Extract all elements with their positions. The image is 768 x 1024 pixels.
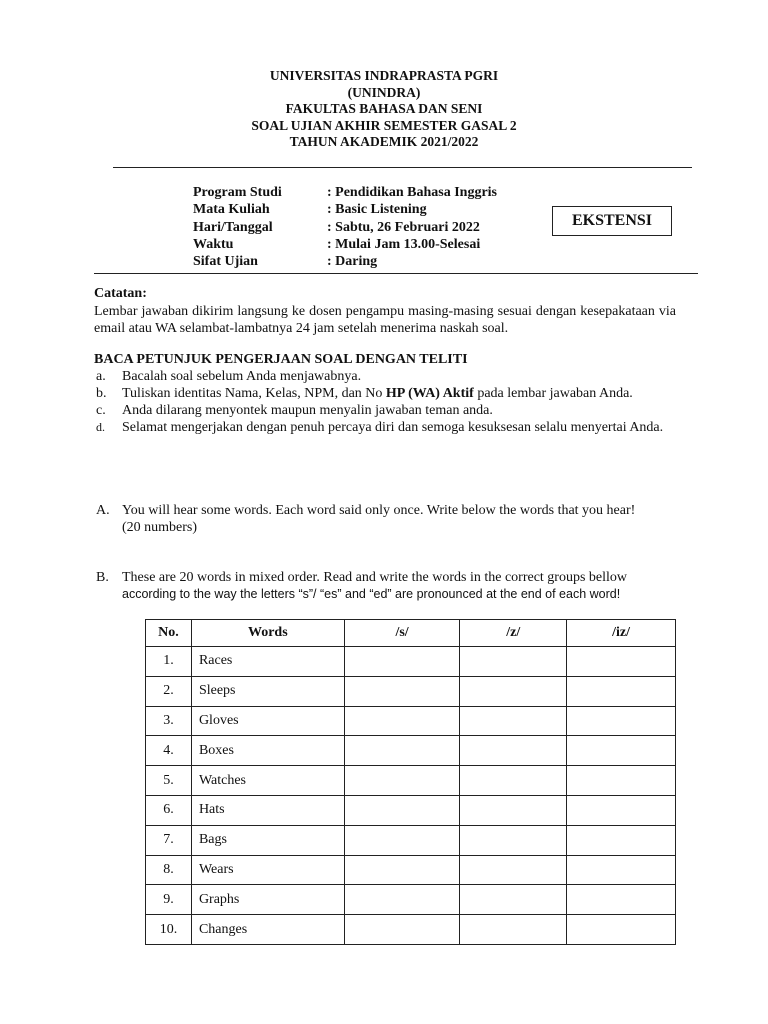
info-row-course	[193, 201, 497, 218]
item-marker: b.	[96, 386, 107, 401]
row-word: Sleeps	[191, 676, 344, 706]
answer-cell-s	[344, 885, 460, 915]
answer-cell-z	[460, 855, 567, 885]
row-number: 2.	[146, 676, 192, 706]
answer-cell-s	[344, 736, 460, 766]
answer-cell-iz	[567, 647, 676, 677]
academic-year: TAHUN AKADEMIK 2021/2022	[289, 134, 479, 149]
info-row-program	[193, 184, 497, 201]
row-word: Wears	[191, 855, 344, 885]
answer-cell-s	[344, 766, 460, 796]
notes-section	[94, 285, 676, 338]
section-a-item	[94, 502, 676, 536]
section-b-line1: These are 20 words in mixed order. Read and write the words in the correct groups bellow	[122, 570, 628, 585]
table-row	[146, 885, 676, 915]
section-marker: A.	[96, 503, 110, 518]
item-text-post: pada lembar jawaban Anda.	[473, 386, 633, 401]
answer-cell-iz	[567, 706, 676, 736]
instructions-title: BACA PETUNJUK PENGERJAAN SOAL DENGAN TELITI	[94, 352, 468, 367]
info-label: Sifat Ujian	[193, 254, 258, 270]
table-row	[146, 736, 676, 766]
col-header-s: /s/	[344, 620, 460, 647]
section-b	[94, 569, 676, 603]
answer-cell-iz	[567, 795, 676, 825]
table-row	[146, 915, 676, 945]
row-number: 8.	[146, 855, 192, 885]
col-header-z: /z/	[460, 620, 567, 647]
exam-info	[193, 184, 497, 270]
item-text-pre: Tuliskan identitas Nama, Kelas, NPM, dan No	[122, 386, 386, 401]
info-value: : Mulai Jam 13.00-Selesai	[327, 236, 481, 252]
answer-cell-iz	[567, 736, 676, 766]
row-word: Hats	[191, 795, 344, 825]
row-word: Boxes	[191, 736, 344, 766]
section-a-instruction: You will hear some words. Each word said only once. Write below the words that you hear!	[122, 503, 636, 518]
info-row-mode	[193, 253, 497, 270]
item-marker: c.	[96, 403, 106, 418]
table-header-row	[146, 620, 676, 647]
table-row	[146, 825, 676, 855]
info-row-date	[193, 219, 497, 236]
section-a-note: (20 numbers)	[122, 520, 198, 535]
row-word: Watches	[191, 766, 344, 796]
row-word: Bags	[191, 825, 344, 855]
row-word: Gloves	[191, 706, 344, 736]
answer-cell-z	[460, 647, 567, 677]
answer-cell-iz	[567, 766, 676, 796]
info-label: Mata Kuliah	[193, 202, 270, 218]
answer-cell-z	[460, 825, 567, 855]
item-text: Selamat mengerjakan dengan penuh percaya diri dan semoga kesuksesan selalu menyertai Anda.	[122, 420, 664, 435]
answer-cell-iz	[567, 825, 676, 855]
col-header-no: No.	[146, 620, 192, 647]
answer-cell-z	[460, 915, 567, 945]
answer-cell-s	[344, 915, 460, 945]
answer-cell-z	[460, 795, 567, 825]
row-number: 10.	[146, 915, 192, 945]
table-row	[146, 766, 676, 796]
answer-cell-iz	[567, 855, 676, 885]
answer-cell-s	[344, 647, 460, 677]
section-a-text	[122, 502, 676, 536]
row-number: 7.	[146, 825, 192, 855]
university-abbreviation: (UNINDRA)	[347, 84, 421, 100]
answer-cell-iz	[567, 885, 676, 915]
row-number: 3.	[146, 706, 192, 736]
item-text	[122, 385, 676, 402]
instructions-section	[94, 351, 676, 436]
answer-cell-z	[460, 885, 567, 915]
answer-cell-s	[344, 795, 460, 825]
row-word: Races	[191, 647, 344, 677]
instruction-item	[94, 419, 676, 436]
table-row	[146, 647, 676, 677]
item-marker: a.	[96, 369, 106, 384]
answer-cell-iz	[567, 915, 676, 945]
table-row	[146, 706, 676, 736]
instruction-item	[94, 402, 676, 419]
info-value: : Basic Listening	[327, 202, 427, 218]
row-word: Graphs	[191, 885, 344, 915]
section-a	[94, 502, 676, 536]
answer-cell-s	[344, 676, 460, 706]
answer-cell-z	[460, 736, 567, 766]
info-value: : Pendidikan Bahasa Inggris	[327, 185, 497, 200]
notes-title: Catatan:	[94, 286, 147, 301]
row-number: 5.	[146, 766, 192, 796]
info-row-time	[193, 236, 497, 253]
col-header-iz: /iz/	[567, 620, 676, 647]
class-type-badge: EKSTENSI	[552, 206, 672, 236]
info-value: : Sabtu, 26 Februari 2022	[327, 219, 480, 235]
item-text: Anda dilarang menyontek maupun menyalin jawaban teman anda.	[122, 403, 493, 418]
table-row	[146, 855, 676, 885]
answer-cell-s	[344, 706, 460, 736]
info-divider	[94, 273, 698, 274]
university-name: UNIVERSITAS INDRAPRASTA PGRI	[269, 68, 499, 83]
table-body	[146, 647, 676, 945]
faculty-name: FAKULTAS BAHASA DAN SENI	[285, 101, 483, 116]
item-text-bold: HP (WA) Aktif	[385, 386, 474, 401]
header-divider	[113, 167, 692, 168]
item-text: Bacalah soal sebelum Anda menjawabnya.	[122, 369, 362, 384]
exam-title: SOAL UJIAN AKHIR SEMESTER GASAL 2	[251, 117, 517, 133]
section-b-item	[94, 569, 676, 603]
row-word: Changes	[191, 915, 344, 945]
item-marker: d.	[96, 420, 105, 434]
info-value: : Daring	[327, 254, 378, 270]
answer-cell-z	[460, 766, 567, 796]
row-number: 4.	[146, 736, 192, 766]
row-number: 6.	[146, 795, 192, 825]
table-row	[146, 676, 676, 706]
document-header	[0, 68, 768, 151]
notes-body: Lembar jawaban dikirim langsung ke dosen pengampu masing-masing sesuai dengan kesepakataan via email atau WA selambat-lambatnya 24 jam setelah menerima naskah soal.	[94, 303, 676, 336]
info-label: Hari/Tanggal	[193, 219, 273, 235]
answer-cell-z	[460, 706, 567, 736]
row-number: 1.	[146, 647, 192, 677]
answer-cell-z	[460, 676, 567, 706]
section-marker: B.	[96, 570, 109, 585]
instruction-item	[94, 368, 676, 385]
pronunciation-table	[145, 619, 676, 945]
answer-cell-iz	[567, 676, 676, 706]
section-b-text	[122, 569, 676, 603]
info-label: Program Studi	[193, 185, 282, 200]
instruction-item	[94, 385, 676, 402]
answer-cell-s	[344, 825, 460, 855]
info-label: Waktu	[193, 236, 234, 252]
col-header-words: Words	[191, 620, 344, 647]
table-row	[146, 795, 676, 825]
row-number: 9.	[146, 885, 192, 915]
section-b-line2: according to the way the letters “s”/ “es” and “ed” are pronounced at the end of each word!	[122, 587, 621, 601]
answer-cell-s	[344, 855, 460, 885]
